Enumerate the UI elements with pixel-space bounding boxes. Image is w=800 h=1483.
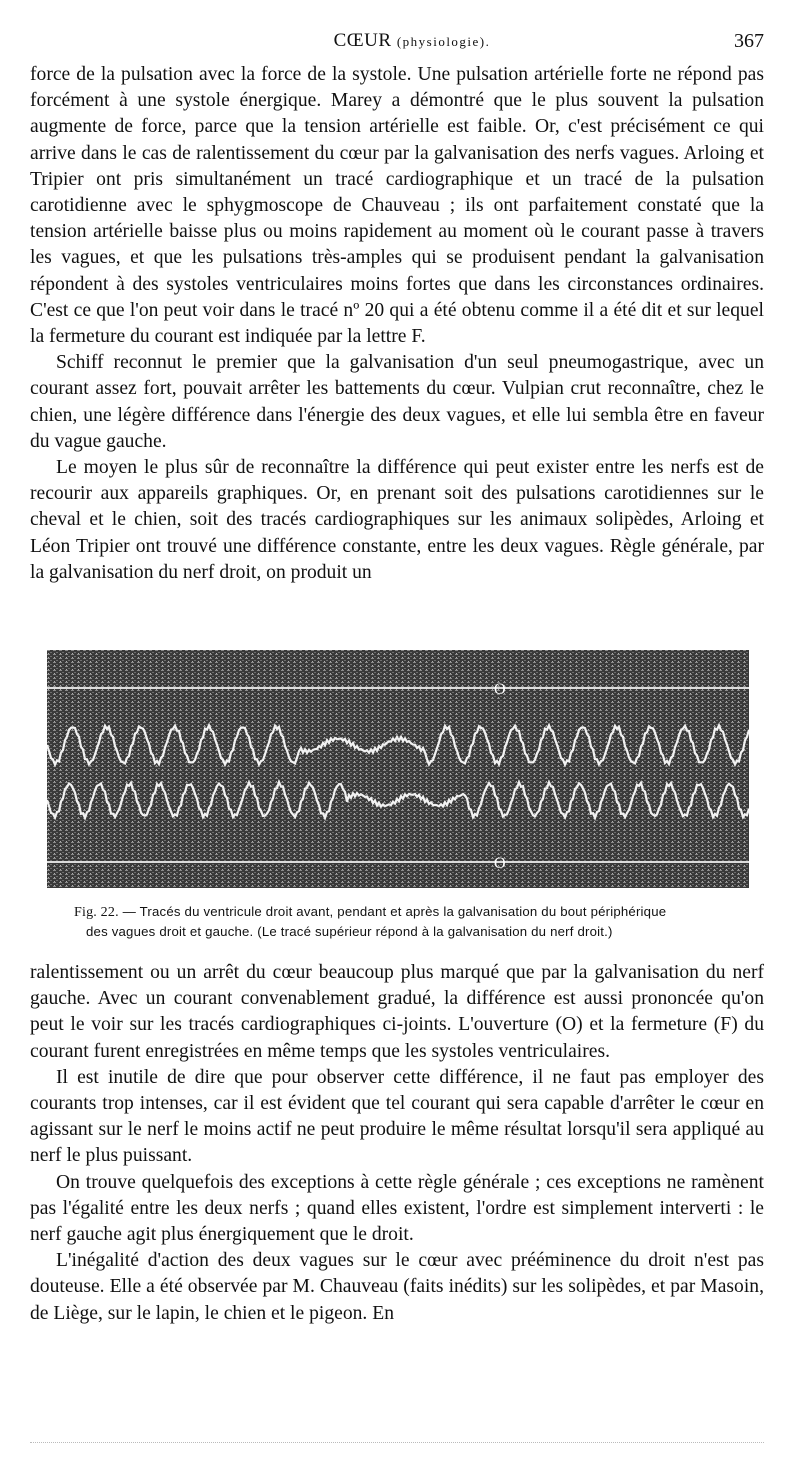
paragraph: L'inégalité d'action des deux vagues sur le cœur avec prééminence du droit n'est pas douteuse. Elle a été observée par M. Chauveau (faits inédits) sur les solipèdes, et par Masoin, de Liège, sur le lapin, le chien et le pigeon. En: [30, 1250, 764, 1324]
page-bottom-edge: [30, 1442, 764, 1451]
tracing-image: [47, 650, 749, 888]
caption-line-1: [74, 902, 758, 922]
marker-open-upper: O: [494, 681, 506, 698]
caption-label: Fig. 22.: [74, 905, 119, 920]
tracing-background: [47, 650, 749, 888]
paragraph: ralentissement ou un arrêt du cœur beaucoup plus marqué que par la galvanisation du nerf gauche. Avec un courant convenablement gradué, la différence est aussi prononcée qu'on peut le voir sur les tracés cardiographiques ci-joints. L'ouverture (O) et la fermeture (F) du courant furent enregistrées en même temps que les systoles ventriculaires.: [30, 962, 764, 1062]
paragraph: Le moyen le plus sûr de reconnaître la différence qui peut exister entre les nerfs est de recourir aux appareils graphiques. Or, en prenant soit des pulsations carotidiennes sur le cheval et le chien, soit des tracés cardiographiques sur les animaux solipèdes, Arloing et Léon Tripier ont trouvé une différence constante, entre les deux vagues. Règle générale, par la galvanisation du nerf droit, on produit un: [30, 457, 764, 583]
body-text-top: [30, 62, 764, 586]
body-text-bottom: [30, 960, 764, 1327]
header-title: [60, 30, 764, 52]
header-title-sub: (physiologie).: [396, 34, 491, 49]
header-title-main: CŒUR: [333, 30, 392, 51]
paragraph: On trouve quelquefois des exceptions à cette règle générale ; ces exceptions ne ramènent pas l'égalité entre les deux nerfs ; quand elles existent, l'ordre est simplement interverti : le nerf gauche agit plus énergiquement que le droit.: [30, 1171, 764, 1246]
paragraph: Schiff reconnut le premier que la galvanisation d'un seul pneumogastrique, avec un courant assez fort, pouvait arrêter les battements du cœur. Vulpian crut reconnaître, chez le chien, une légère différence dans l'énergie des deux vagues, et elle lui sembla être en faveur du vague gauche.: [30, 352, 764, 452]
running-header: [60, 30, 764, 56]
caption-text-1: — Tracés du ventricule droit avant, pendant et après la galvanisation du bout périphérique: [122, 904, 667, 919]
paragraph: force de la pulsation avec la force de la systole. Une pulsation artérielle forte ne répond pas forcément à une systole énergique. Marey a démontré que le plus souvent la pulsation augmente de force, parce que la tension artérielle est faible. Or, c'est précisément ce qui arrive dans le cas de ralentissement du cœur par la galvanisation des nerfs vagues. Arloing et Tripier ont pris simultanément un tracé cardiographique et un tracé de la pulsation carotidienne avec le sphygmoscope de Chauveau ; ils ont parfaitement constaté que la tension artérielle baisse plus ou moins rapidement au moment où le courant passe à travers les vagues, et que les pulsations très-amples qui se produisent pendant la galvanisation répondent à des systoles ventriculaires moins fortes que dans les circonstances ordinaires. C'est ce que l'on peut voir dans le tracé nº 20 qui a été obtenu comme il a été dit et sur lequel la fermeture du courant est indiquée par la lettre F.: [30, 64, 764, 348]
marker-open-lower: O: [494, 855, 506, 872]
figure-caption: [74, 902, 758, 941]
page-number: 367: [734, 30, 764, 52]
paragraph: Il est inutile de dire que pour observer cette différence, il ne faut pas employer des courants trop intenses, car il est évident que tel courant qui sera capable d'arrêter le cœur en agissant sur le nerf le moins actif ne peut produire le même résultat lorsqu'il sera appliqué au nerf le plus puissant.: [30, 1066, 764, 1167]
caption-line-2: des vagues droit et gauche. (Le tracé supérieur répond à la galvanisation du nerf droit.): [86, 924, 613, 939]
cardiograph-tracing-figure: [47, 650, 749, 888]
